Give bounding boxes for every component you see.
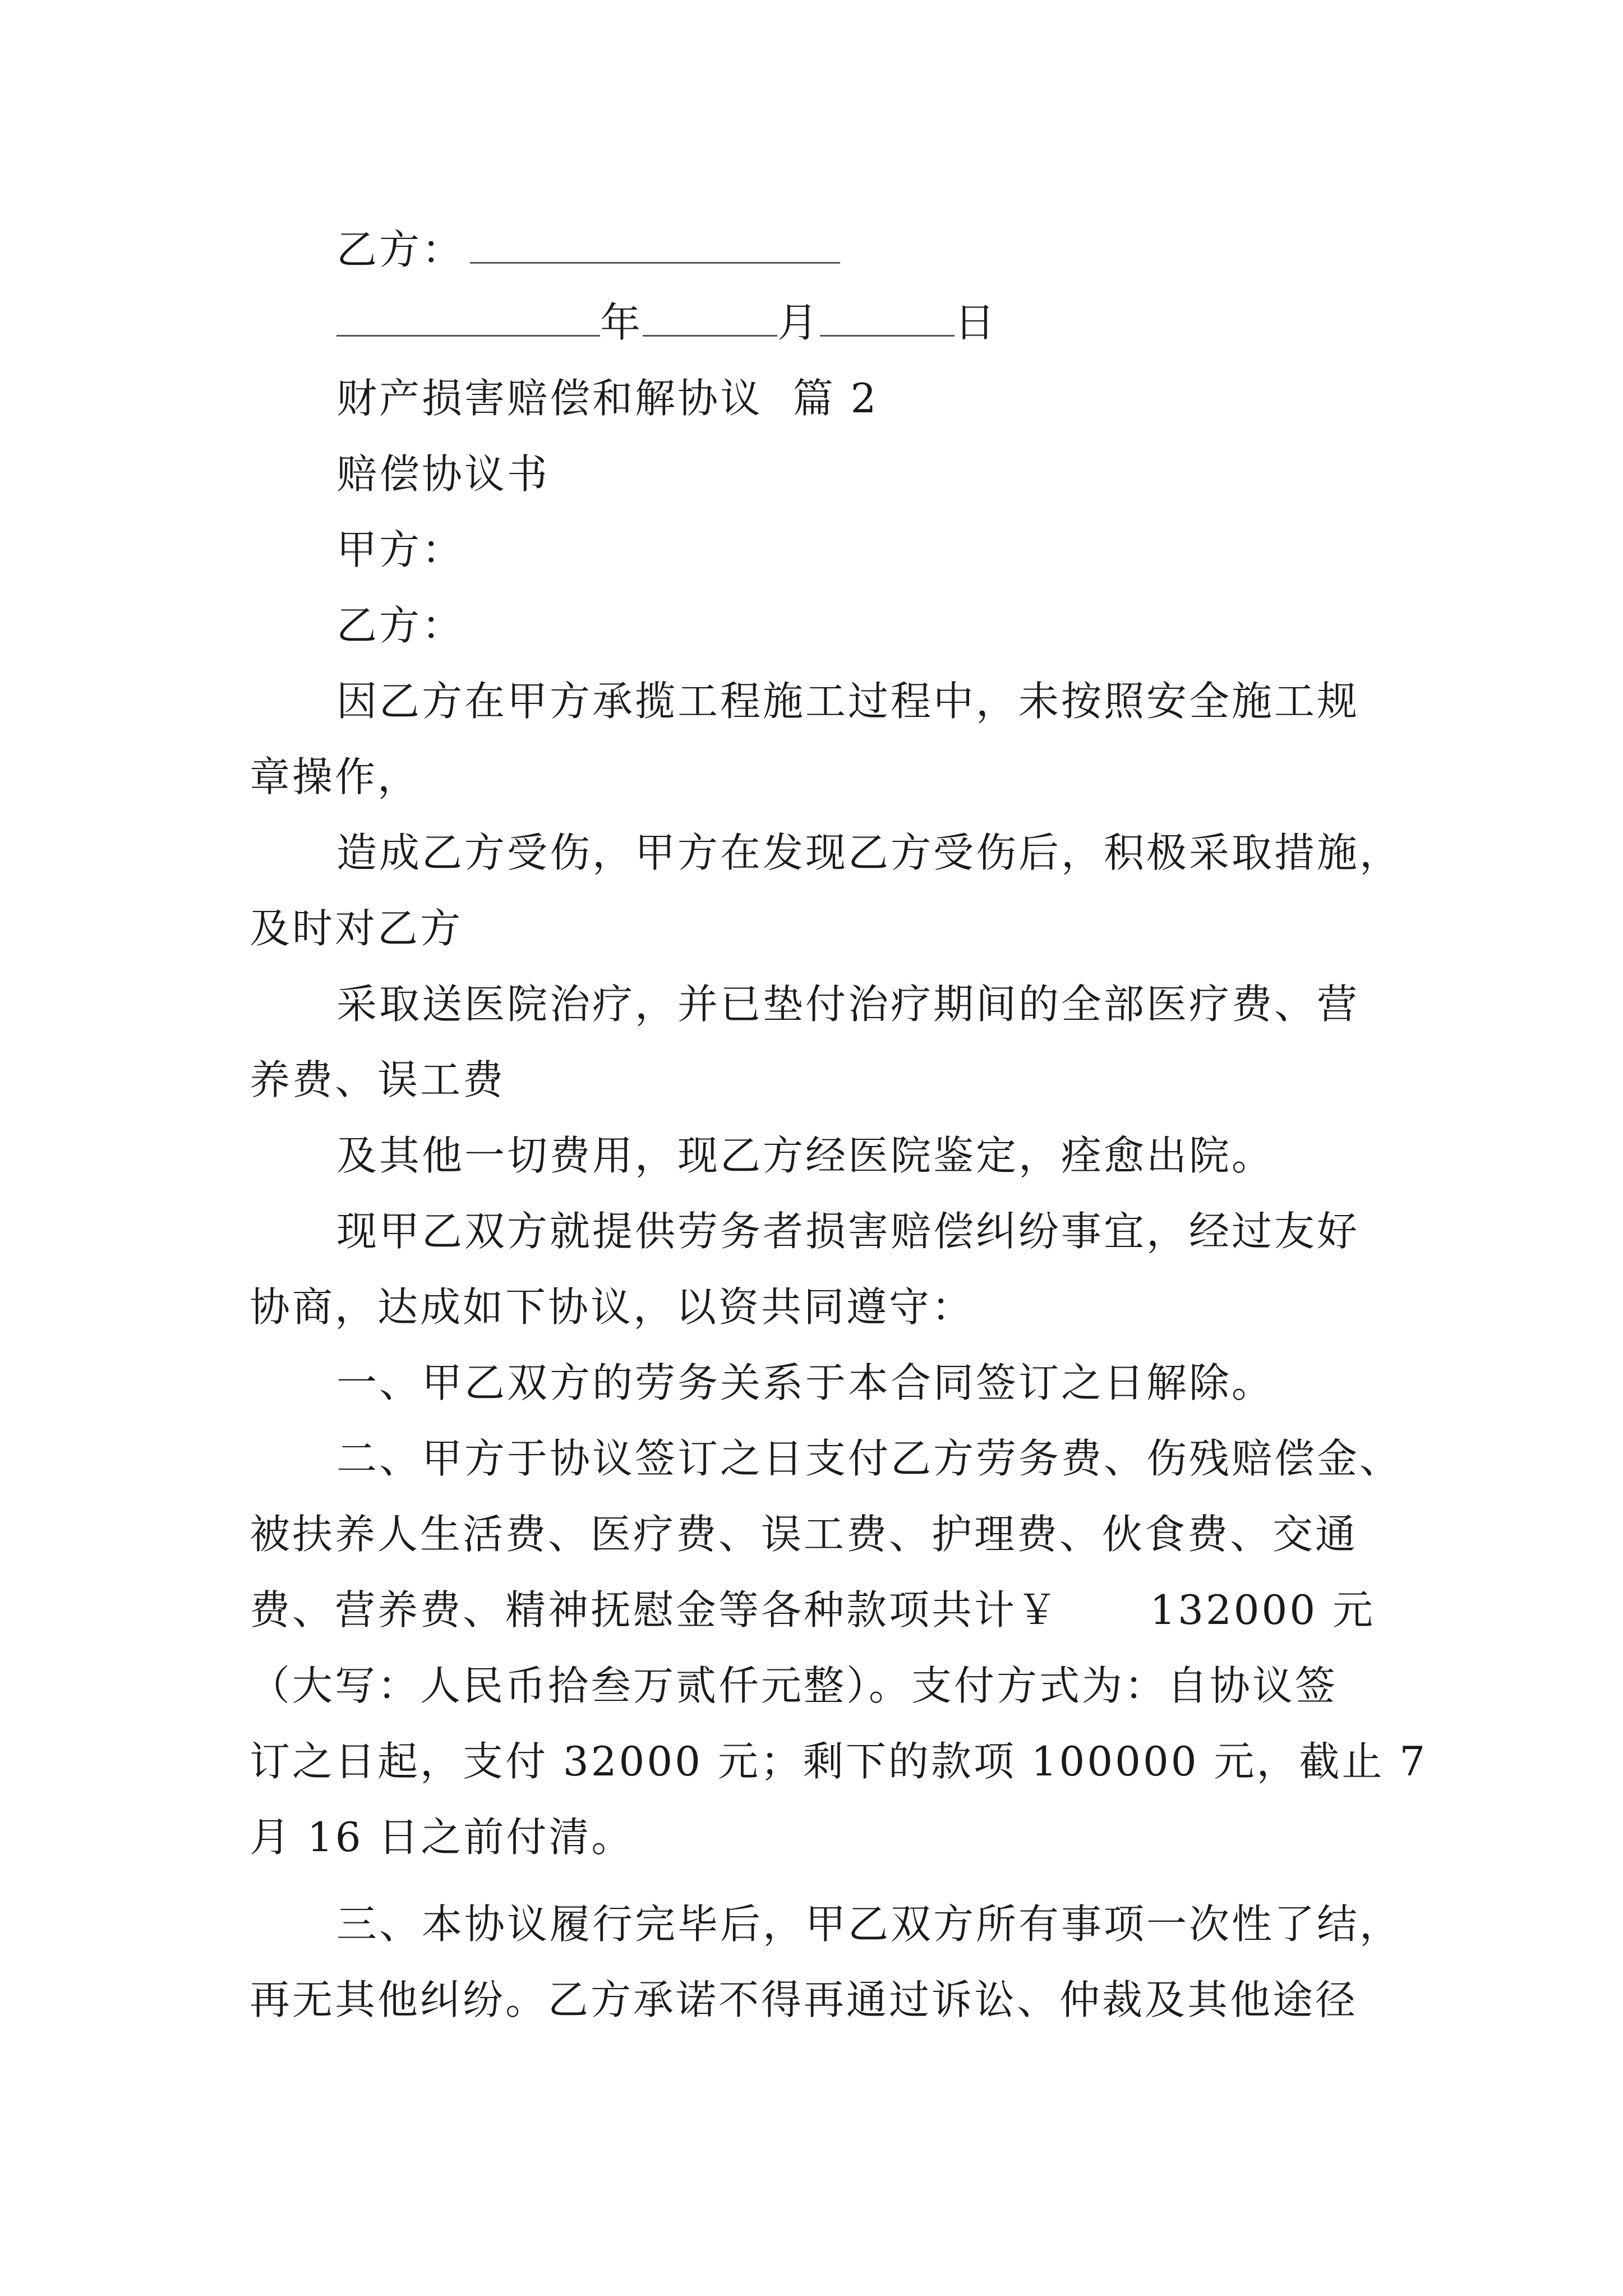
paragraph-line: 现甲乙双方就提供劳务者损害赔偿纠纷事宜，经过友好: [336, 1208, 1360, 1255]
date-day-label: 日: [955, 299, 998, 346]
paragraph-line: 章操作，: [250, 753, 421, 800]
signature-date-line: [336, 295, 997, 351]
paragraph-line: 协商，达成如下协议，以资共同遵守：: [250, 1283, 975, 1331]
date-year-label: 年: [600, 299, 643, 346]
clause-three-line: 三、本协议履行完毕后，甲乙双方所有事项一次性了结，: [336, 1901, 1403, 1948]
section-title: 财产损害赔偿和解协议 篇 2: [336, 375, 879, 422]
signature-party-b-line: [336, 222, 840, 278]
paragraph-line: 因乙方在甲方承揽工程施工过程中，未按照安全施工规: [336, 678, 1360, 725]
date-month-blank: [643, 301, 777, 337]
paragraph-line: 造成乙方受伤，甲方在发现乙方受伤后，积极采取措施，: [336, 829, 1403, 876]
paragraph-line: 及时对乙方: [250, 905, 463, 952]
signature-party-b-blank: [470, 228, 840, 264]
date-year-blank: [336, 301, 600, 337]
clause-two-line: 月 16 日之前付清。: [250, 1814, 634, 1861]
clause-two-line: 订之日起，支付 32000 元；剩下的款项 100000 元，截止 7: [250, 1738, 1428, 1785]
date-month-label: 月: [777, 299, 820, 346]
clause-two-line: 费、营养费、精神抚慰金等各种款项共计￥ 132000 元: [250, 1586, 1376, 1634]
doc-title: 赔偿协议书: [336, 450, 550, 498]
date-day-blank: [820, 301, 955, 337]
clause-two-line: 被扶养人生活费、医疗费、误工费、护理费、伙食费、交通: [250, 1511, 1358, 1558]
clause-three-line: 再无其他纠纷。乙方承诺不得再通过诉讼、仲裁及其他途径: [250, 1976, 1358, 2023]
paragraph-line: 采取送医院治疗，并已垫付治疗期间的全部医疗费、营: [336, 981, 1360, 1028]
signature-party-b-label: 乙方：: [336, 226, 465, 273]
party-b-label: 乙方：: [336, 602, 465, 649]
clause-one-line: 一、甲乙双方的劳务关系于本合同签订之日解除。: [336, 1359, 1275, 1406]
paragraph-line: 养费、误工费: [250, 1056, 506, 1103]
clause-two-line: 二、甲方于协议签订之日支付乙方劳务费、伤残赔偿金、: [336, 1435, 1403, 1482]
paragraph-line: 及其他一切费用，现乙方经医院鉴定，痊愈出院。: [336, 1132, 1275, 1179]
party-a-label: 甲方：: [336, 526, 465, 573]
clause-two-line: （大写：人民币拾叁万贰仟元整）。支付方式为：自协议签: [250, 1662, 1338, 1709]
